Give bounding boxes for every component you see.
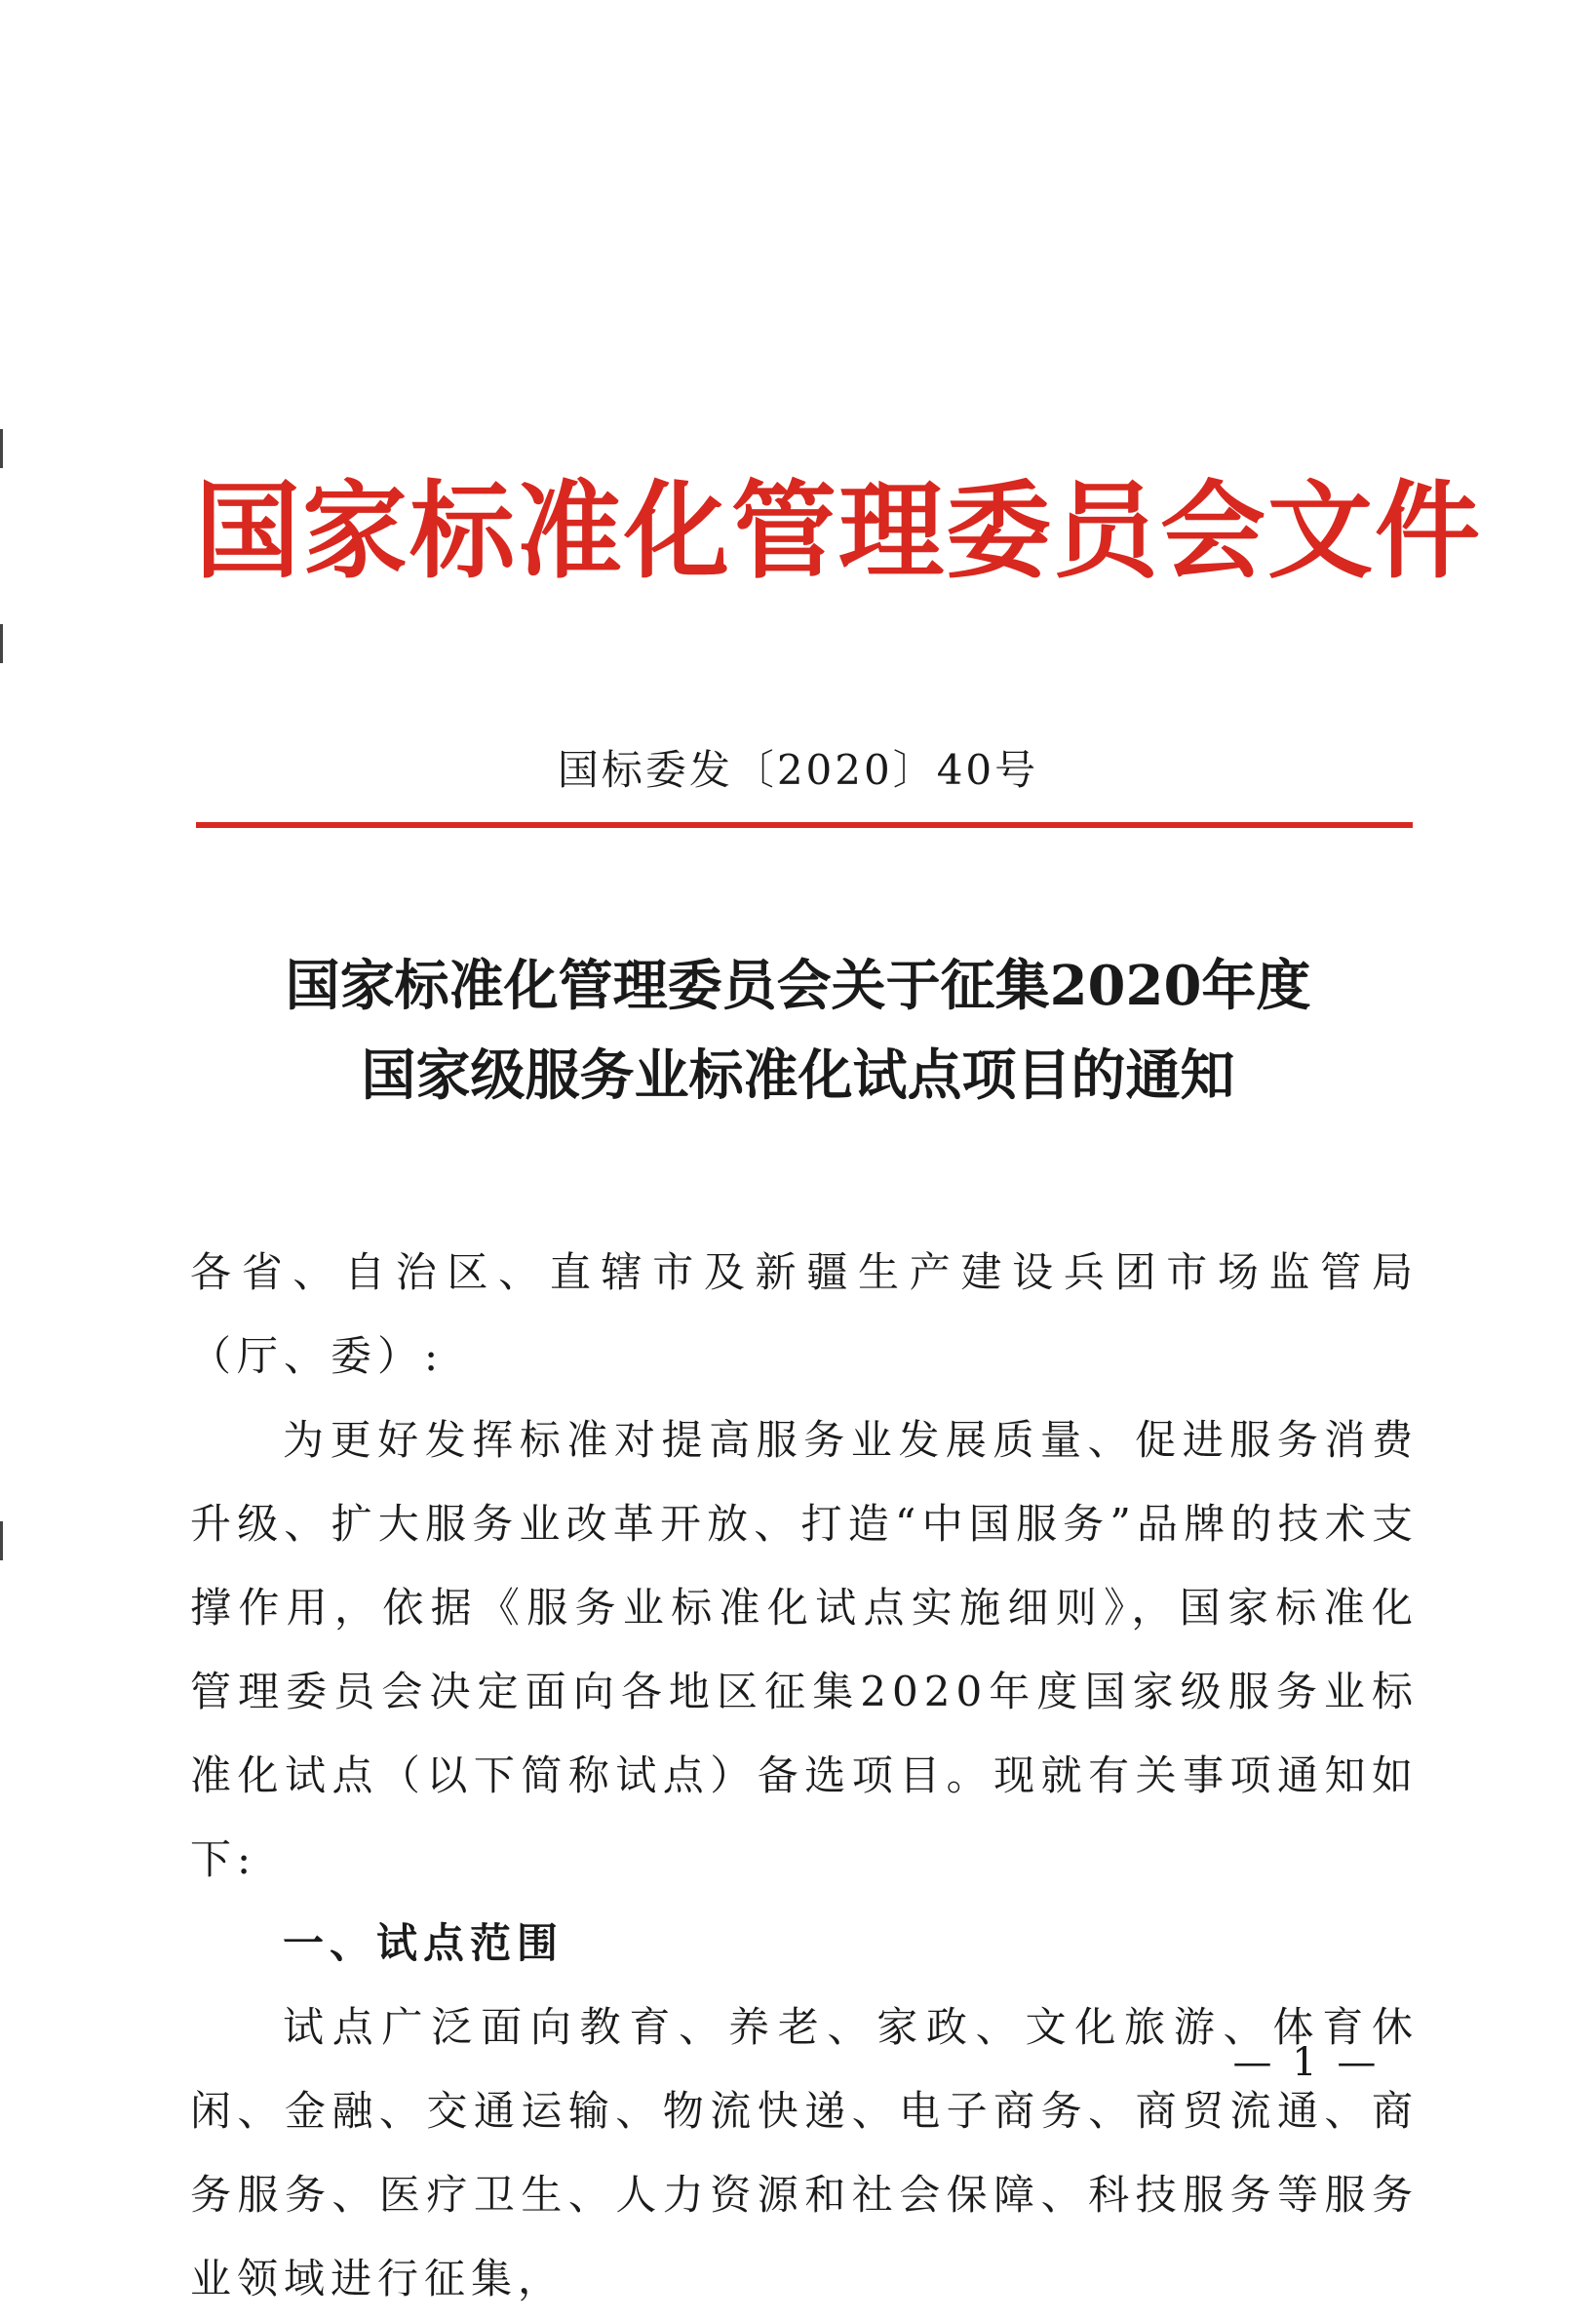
scan-edge-mark <box>0 1521 3 1560</box>
section-heading: 一、试点范围 <box>283 1919 564 1967</box>
issuer-header-title: 国家标准化管理委员会文件 <box>195 470 1483 593</box>
notice-title-line-1: 国家标准化管理委员会关于征集2020年度 <box>285 954 1311 1018</box>
notice-title <box>136 941 1460 1121</box>
notice-body <box>190 1231 1419 2321</box>
scan-edge-mark <box>0 429 3 468</box>
notice-title-line-2: 国家级服务业标准化试点项目的通知 <box>361 1043 1235 1108</box>
document-number: 国标委发〔2020〕40号 <box>557 746 1039 794</box>
scan-edge-mark <box>0 624 3 663</box>
page-number: — 1 — <box>1232 2040 1381 2085</box>
red-divider-line <box>196 822 1413 828</box>
section-paragraph: 试点广泛面向教育、养老、家政、文化旅游、体育休闲、金融、交通运输、物流快递、电子商务、商贸流通、商务服务、医疗卫生、人力资源和社会保障、科技服务等服务业领域进行征集， <box>190 2003 1419 2302</box>
intro-paragraph: 为更好发挥标准对提高服务业发展质量、促进服务消费升级、扩大服务业改革开放、打造“中国服务”品牌的技术支撑作用，依据《服务业标准化试点实施细则》，国家标准化管理委员会决定面向各地区征集2020年度国家级服务业标准化试点（以下简称试点）备选项目。现就有关事项通知如下: <box>190 1416 1419 1883</box>
salutation: 各省、自治区、直辖市及新疆生产建设兵团市场监管局（厅、委）: <box>190 1248 1419 1380</box>
